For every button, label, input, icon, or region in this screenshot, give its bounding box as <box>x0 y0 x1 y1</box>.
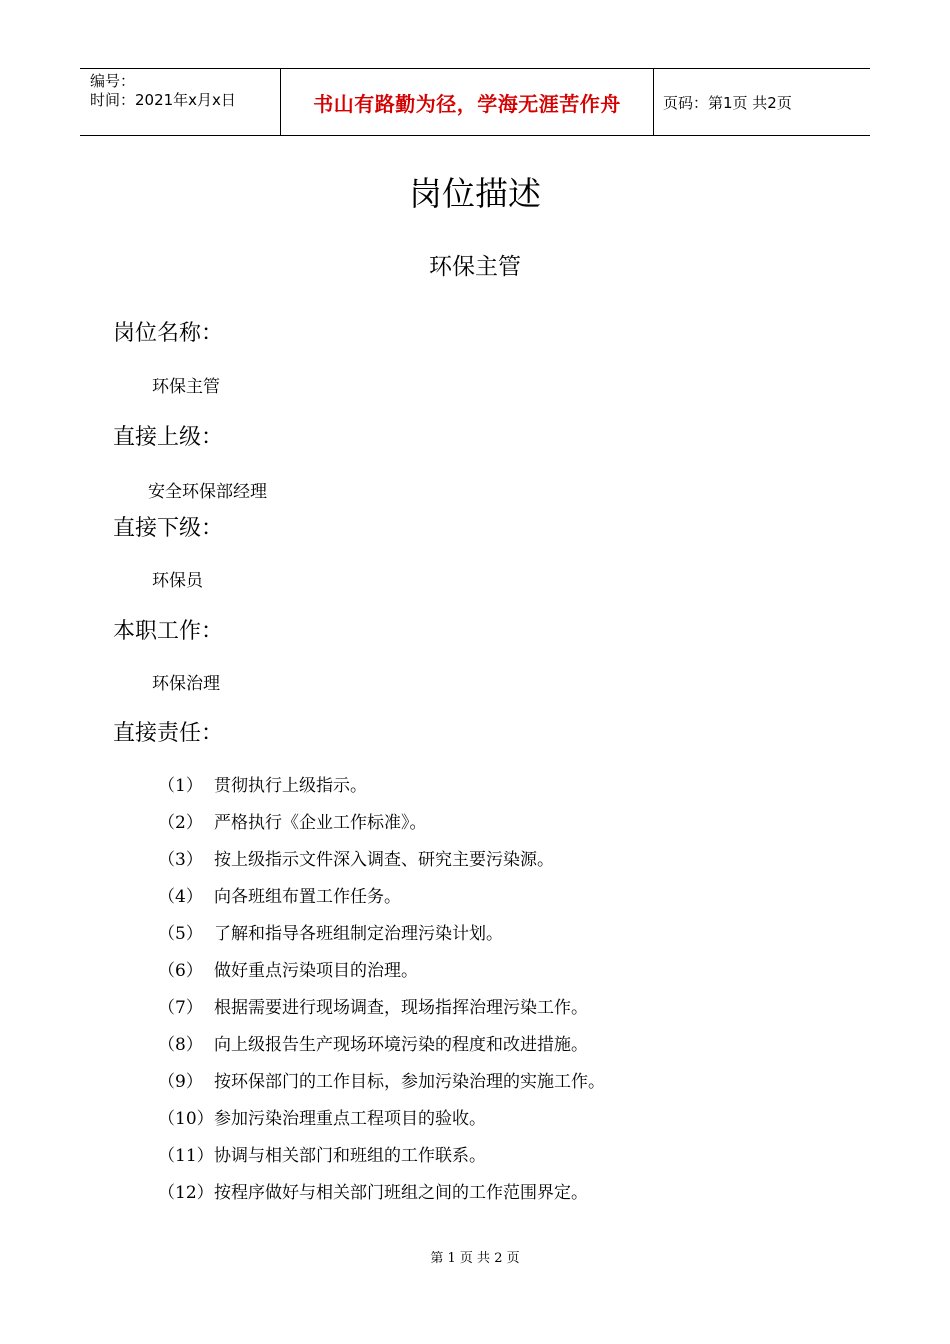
duty-number: （11） <box>158 1146 214 1166</box>
superior-value: 安全环保部经理 <box>148 482 267 502</box>
duty-heading: 直接责任： <box>113 721 224 746</box>
duty-item <box>158 919 503 944</box>
duty-text: 参加污染治理重点工程项目的验收。 <box>214 1109 486 1129</box>
page-header <box>80 68 870 136</box>
duty-item <box>158 993 588 1018</box>
duty-number: （12） <box>158 1183 214 1203</box>
duty-number: （4） <box>158 887 203 907</box>
duty-text: 按环保部门的工作目标，参加污染治理的实施工作。 <box>214 1072 605 1092</box>
duty-item <box>158 1030 588 1055</box>
subordinate-heading: 直接下级： <box>113 516 224 541</box>
duty-item <box>158 956 418 981</box>
duty-text: 了解和指导各班组制定治理污染计划。 <box>214 924 503 944</box>
duty-number: （3） <box>158 850 203 870</box>
duty-number: （7） <box>158 998 203 1018</box>
duty-text: 按程序做好与相关部门班组之间的工作范围界定。 <box>214 1183 588 1203</box>
duty-number: （10） <box>158 1109 214 1129</box>
duty-item <box>158 1178 588 1203</box>
date-label: 时间：2021年x月x日 <box>90 91 236 109</box>
header-page-cell <box>654 69 870 135</box>
doc-title: 岗位描述 <box>409 174 541 213</box>
subordinate-value: 环保员 <box>152 571 203 591</box>
page-footer: 第 1 页 共 2 页 <box>430 1251 520 1266</box>
duty-text: 根据需要进行现场调查，现场指挥治理污染工作。 <box>214 998 588 1018</box>
name-value: 环保主管 <box>152 377 220 397</box>
duty-text: 向各班组布置工作任务。 <box>214 887 401 907</box>
duty-item <box>158 1067 605 1092</box>
motto-text: 书山有路勤为径，学海无涯苦作舟 <box>313 91 621 116</box>
duty-text: 严格执行《企业工作标准》。 <box>214 813 427 833</box>
duty-text: 协调与相关部门和班组的工作联系。 <box>214 1146 486 1166</box>
duty-item <box>158 845 554 870</box>
duty-number: （9） <box>158 1072 203 1092</box>
header-motto-cell <box>281 69 654 135</box>
duty-item <box>158 771 367 796</box>
duty-number: （5） <box>158 924 203 944</box>
page-label: 页码：第1页 共2页 <box>663 93 792 112</box>
duty-text: 贯彻执行上级指示。 <box>214 776 367 796</box>
name-heading: 岗位名称： <box>113 321 224 346</box>
duty-number: （6） <box>158 961 203 981</box>
job-heading: 本职工作： <box>113 619 224 644</box>
job-value: 环保治理 <box>152 674 220 694</box>
duty-text: 向上级报告生产现场环境污染的程度和改进措施。 <box>214 1035 588 1055</box>
duty-text: 做好重点污染项目的治理。 <box>214 961 418 981</box>
duty-number: （2） <box>158 813 203 833</box>
duty-item <box>158 808 427 833</box>
duty-item <box>158 1141 486 1166</box>
number-label: 编号： <box>90 72 136 90</box>
header-left-cell <box>80 69 281 135</box>
duty-number: （1） <box>158 776 203 796</box>
doc-subtitle: 环保主管 <box>429 254 521 280</box>
superior-heading: 直接上级： <box>113 425 224 450</box>
duty-item <box>158 882 401 907</box>
duty-item <box>158 1104 486 1129</box>
duty-text: 按上级指示文件深入调查、研究主要污染源。 <box>214 850 554 870</box>
duty-number: （8） <box>158 1035 203 1055</box>
